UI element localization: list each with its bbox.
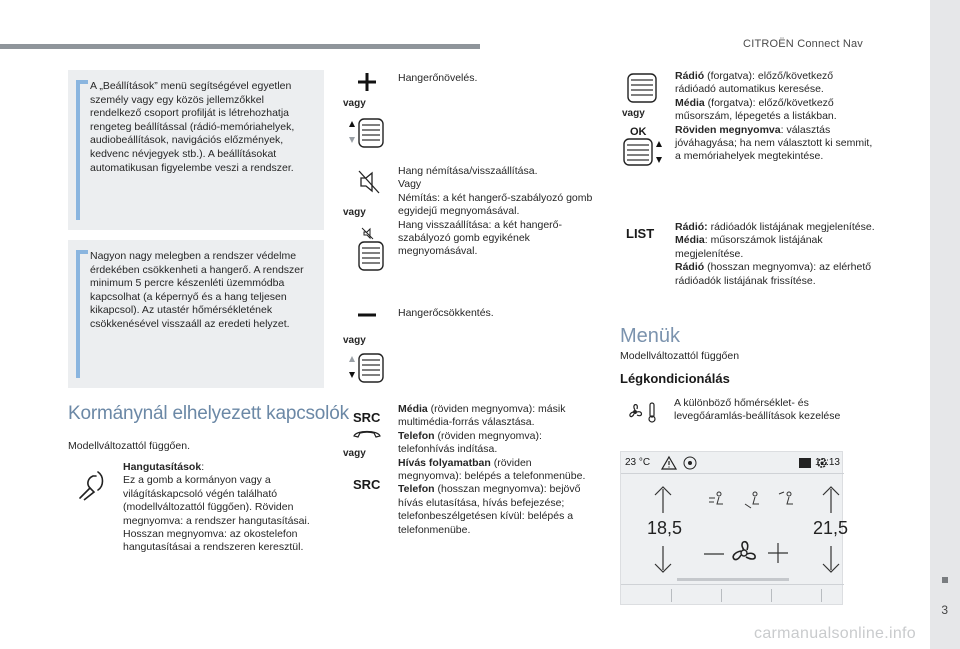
radio-text: Rádió (forgatva): előző/következő rádióadó automatikus keresése. Média (forgatva): előző/következő műsorszám, lépegetés a listákban. Röviden megnyomva: választás jóváhagyása; ha nem választott ki semmit, a memóriahelyek megtekintése.: [675, 70, 873, 163]
or-label: vagy: [343, 448, 366, 459]
screen-bottom-bar: [621, 584, 844, 605]
or-label: vagy: [343, 98, 366, 109]
right-temp-up-arrow[interactable]: [821, 485, 841, 515]
header-bar: [0, 44, 480, 49]
or-label: vagy: [343, 207, 366, 218]
src-text: Média (röviden megnyomva): másik multimédia-forrás választása. Telefon (röviden megnyomva): telefonhívás indítása. Hívás folyamatban (röviden megnyomva): belépés a telefonmenübe. Telefon (hosszan megnyomva): bejövő hívás elutasítása, hívás befejezése; telefonbeszélgetésen kívül: belépés a telefonmenübe.: [398, 403, 586, 536]
note-settings: [68, 70, 324, 230]
info-icon: [76, 250, 80, 378]
info-icon: [76, 80, 80, 220]
voice-command-title: Hangutasítások: [123, 461, 202, 473]
climate-screen: [620, 451, 849, 605]
phone-icon: [352, 428, 382, 438]
screen-indicator: [677, 578, 789, 581]
steering-subtitle: Modellváltozattól függően.: [68, 440, 190, 452]
or-label: vagy: [622, 108, 645, 119]
wheel-roller-down-icon: [346, 352, 386, 384]
airflow-feet-icon[interactable]: [741, 490, 765, 510]
note-settings-text: A „Beállítások” menü segítségével egyetlen személy vagy egy közös jellemzőkkel rendelkező csoport profilját is létrehozhatja rengeteg beállítással (rádió-memóriahelyek, audiobeállítások, navigációs előzmények, kedvenc névjegyek stb.). A beállításokat automatikusan figyelembe veszi a rendszer.: [90, 80, 295, 174]
climate-status-bar: [621, 452, 844, 474]
left-temperature: 18,5: [647, 518, 683, 538]
airflow-face-icon[interactable]: [705, 490, 729, 510]
clock: 12:13: [814, 457, 840, 468]
mute-icon: [358, 170, 380, 194]
voice-command-text: Hangutasítások: Ez a gomb a kormányon vagy a világításkapcsoló végén található (modellváltozattól függően). Röviden megnyomva: a rendszer hangutasításai. Hosszan megnyomva: az okostelefon hangutasításai a rendszeren keresztül.: [123, 461, 310, 554]
fan-decrease-icon[interactable]: [703, 552, 725, 556]
fan-increase-icon[interactable]: [767, 542, 789, 564]
list-text: Rádió: rádióadók listájának megjelenítése. Média: műsorszámok listájának megjelenítése. Rádió (hosszan megnyomva): az elérhető rádióadók listájának frissítése.: [675, 221, 875, 287]
note-heat: [68, 240, 324, 388]
watermark: carmanualsonline.info: [754, 625, 916, 642]
connectivity-icon: [683, 456, 697, 470]
side-strip: [930, 0, 960, 649]
or-label: vagy: [343, 335, 366, 346]
right-temperature: 21,5: [813, 518, 849, 538]
mute-text: Hang némítása/visszaállítása. Vagy Némítás: a két hangerő-szabályozó gomb egyidejű megnyomásával. Hang visszaállítása: a két hangerő-szabályozó gomb egyikének megnyomásával.: [398, 165, 593, 258]
media-icon: [798, 457, 812, 469]
header-brand: CITROËN Connect Nav: [743, 38, 863, 50]
minus-icon: [357, 312, 377, 318]
plus-icon: [357, 72, 377, 92]
wheel-roller-up-icon: [346, 117, 386, 149]
wheel-roller-mute-icon: [346, 228, 386, 272]
left-temp-down-arrow[interactable]: [653, 544, 673, 574]
src-label-alt: SRC: [353, 477, 381, 492]
voice-command-desc: Ez a gomb a kormányon vagy a világításkapcsoló végén található (modellváltozattól függően). Röviden megnyomva: a rendszer hangutasításai. Hosszan megnyomva: az okostelefon hangutasításai a rendszeren keresztül.: [123, 474, 310, 554]
warning-icon: [661, 456, 677, 470]
fan-temperature-icon: [625, 400, 661, 424]
voice-command-icon: [76, 468, 110, 502]
steering-heading: Kormánynál elhelyezett kapcsolók: [68, 403, 349, 424]
continue-marker: [942, 577, 948, 583]
wheel-roller-ok-icon: [622, 138, 666, 166]
outside-temperature: 23 °C: [625, 457, 651, 468]
menus-heading: Menük: [620, 325, 681, 347]
list-label: LIST: [626, 226, 655, 241]
climate-text: A különböző hőmérséklet- és levegőáramlás-beállítások kezelése: [674, 397, 841, 423]
src-label: SRC: [353, 410, 381, 425]
volume-up-text: Hangerőnövelés.: [398, 72, 478, 84]
wheel-roller-icon: [622, 72, 662, 104]
volume-down-text: Hangerőcsökkentés.: [398, 307, 494, 319]
right-temp-down-arrow[interactable]: [821, 544, 841, 574]
menus-subtitle: Modellváltozattól függően: [620, 350, 740, 362]
airflow-windscreen-icon[interactable]: [775, 490, 799, 510]
note-heat-text: Nagyon nagy melegben a rendszer védelme érdekében csökkenheti a hangerő. A rendszer minimum 5 percre készenléti üzemmódba kapcsolhat (a képernyő és a hang teljesen kikapcsol). Az utastér hőmérsékletének csökkenésével visszaáll az eredeti helyzet.: [90, 250, 304, 330]
left-temp-up-arrow[interactable]: [653, 485, 673, 515]
page-number: 3: [941, 603, 948, 617]
fan-icon: [729, 538, 759, 568]
ok-label: OK: [630, 126, 647, 138]
climate-heading: Légkondicionálás: [620, 371, 730, 386]
